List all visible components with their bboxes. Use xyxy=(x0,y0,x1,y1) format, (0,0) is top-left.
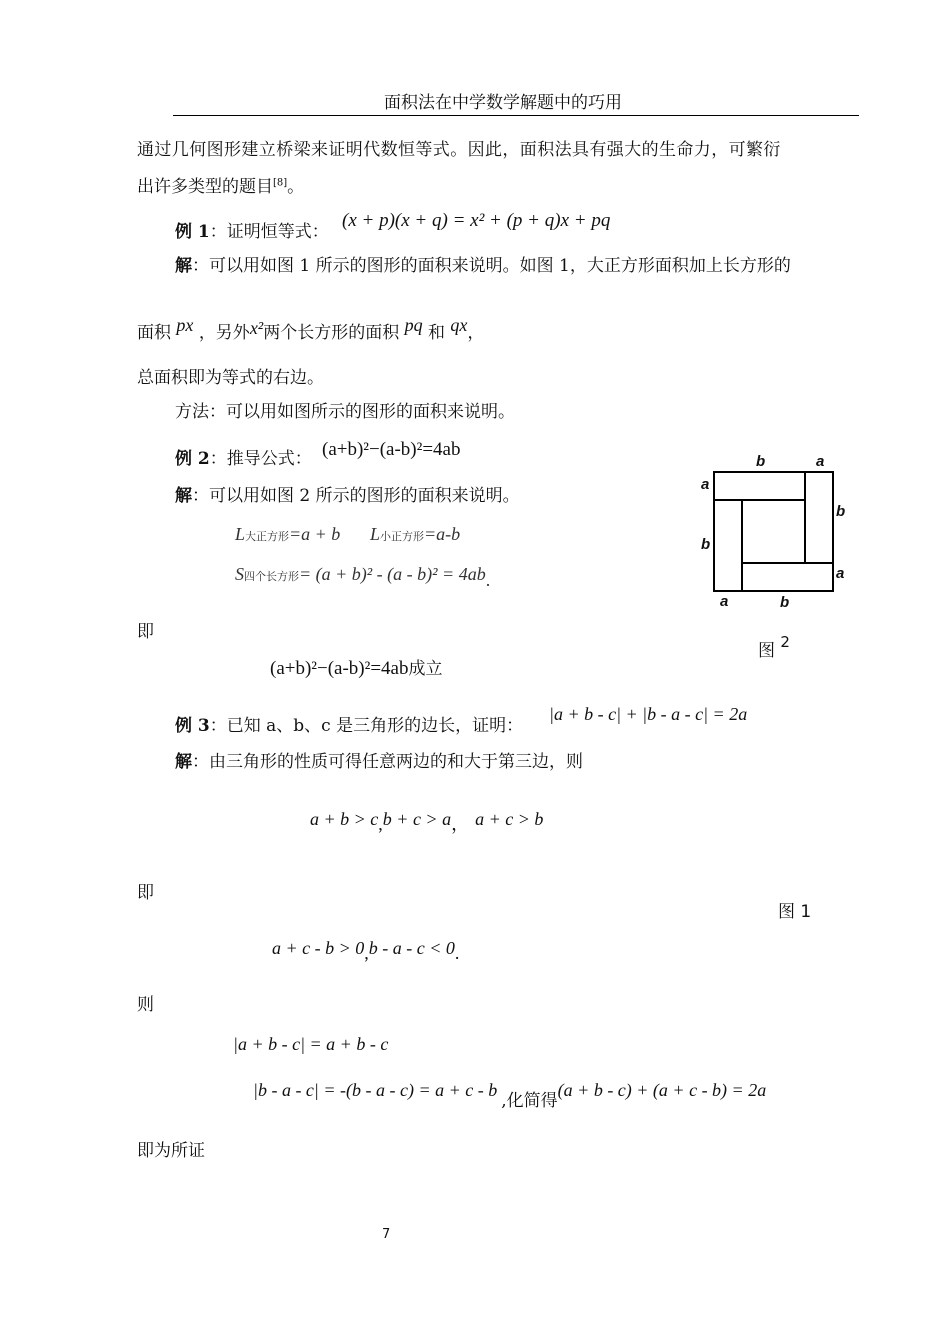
big-square-value: =a + b xyxy=(289,524,341,544)
px-term: px xyxy=(176,315,194,335)
small-square-sub: 小正方形 xyxy=(380,531,425,543)
example-2-text: ：推导公式： xyxy=(209,449,312,469)
four-rect-area xyxy=(235,564,491,590)
derived-inequalities xyxy=(272,938,460,963)
example-3-text: ：已知 a、b、c 是三角形的边长，证明： xyxy=(209,716,524,736)
example-2-solution-label: 解 xyxy=(175,486,192,506)
S-symbol: S xyxy=(235,564,244,584)
inequality-1: a + b > c xyxy=(310,809,379,829)
abs-value-2-line xyxy=(253,1080,767,1111)
example-3-solution-label: 解 xyxy=(175,752,192,772)
pq-term: pq xyxy=(404,315,423,335)
example-1-label: 例 1 xyxy=(175,222,210,242)
example-2-statement xyxy=(175,448,312,470)
abs-value-2: |b - a - c| = -(b - a - c) = a + c - b xyxy=(253,1080,498,1100)
simplified-result: (a + b - c) + (a + c - b) = 2a xyxy=(557,1080,767,1100)
rect-top xyxy=(714,472,805,500)
fig2-label-left-b: b xyxy=(701,536,711,553)
example-2-solution xyxy=(175,485,520,507)
ze: 则 xyxy=(137,995,154,1015)
outer-square xyxy=(714,472,833,591)
example-3-solution-text: ：由三角形的性质可得任意两边的和大于第三边，则 xyxy=(192,752,583,772)
simplify-text: ,化简得 xyxy=(501,1091,558,1111)
example-1-text: ：证明恒等式： xyxy=(209,222,329,242)
sep-2: ， xyxy=(451,814,470,834)
citation: [8] xyxy=(273,177,288,189)
example-1-line-3: 总面积即为等式的右边。 xyxy=(137,368,324,388)
fig2-label-right-b: b xyxy=(836,503,846,520)
dot: . xyxy=(454,943,460,963)
example-3-label: 例 3 xyxy=(175,716,210,736)
sep-3: , xyxy=(364,943,369,963)
four-rect-sub: 四个长方形 xyxy=(244,571,299,583)
qx-term: qx xyxy=(450,315,468,335)
conclusion-formula: (a+b)²−(a-b)²=4ab xyxy=(270,658,409,679)
example-3-formula: |a + b - c| + |b - a - c| = 2a xyxy=(549,704,748,724)
example-1-solution-label: 解 xyxy=(175,256,192,276)
rect-right xyxy=(805,472,833,563)
triangle-inequalities xyxy=(310,805,544,834)
figure-1-caption: 图 1 xyxy=(778,902,812,922)
L-symbol-2: L xyxy=(370,524,381,544)
big-square-length xyxy=(235,524,340,545)
sep-1: , xyxy=(378,814,383,834)
header-rule xyxy=(173,115,859,116)
example-3-solution xyxy=(175,751,583,773)
example-1-solution-text: ：可以用如图 1 所示的图形的面积来说明。如图 1，大正方形面积加上长方形的 xyxy=(192,256,791,276)
figure-2-caption xyxy=(758,633,790,662)
ji-1: 即 xyxy=(137,622,154,642)
L-symbol: L xyxy=(235,524,246,544)
example-1-line-2 xyxy=(137,315,485,344)
example-1-method: 方法：可以用如图所示的图形的面积来说明。 xyxy=(175,402,515,422)
inequality-4: a + c - b > 0 xyxy=(272,938,365,958)
four-rect-dot: . xyxy=(485,570,491,590)
inequality-2: b + c > a xyxy=(382,809,452,829)
four-rect-value: = (a + b)² - (a - b)² = 4ab xyxy=(299,564,486,584)
fig2-label-left-a: a xyxy=(701,476,710,493)
intro-line-2-end: 。 xyxy=(287,177,305,197)
area-word: 面积 xyxy=(137,323,171,343)
page-header-title: 面积法在中学数学解题中的巧用 xyxy=(384,93,622,113)
also-word: ，另外 xyxy=(198,323,250,343)
rect-bottom xyxy=(742,563,833,591)
example-2-label: 例 2 xyxy=(175,449,210,469)
example-2-solution-text: ：可以用如图 2 所示的图形的面积来说明。 xyxy=(192,486,520,506)
example-1-solution xyxy=(175,255,791,277)
fig2-label-top-a: a xyxy=(816,453,825,470)
small-square-length xyxy=(370,524,460,545)
and-word: 和 xyxy=(428,323,446,343)
x-squared-term: x² xyxy=(249,318,264,338)
final-statement: 即为所证 xyxy=(137,1141,205,1161)
fig2-label-bottom-a: a xyxy=(720,593,729,610)
example-2-conclusion xyxy=(270,658,442,680)
two-rects-text: 两个长方形的面积 xyxy=(263,323,400,343)
intro-line-1: 通过几何图形建立桥梁来证明代数恒等式。因此，面积法具有强大的生命力，可繁衍 xyxy=(137,140,781,160)
fig2-label-bottom-b: b xyxy=(780,594,790,611)
fig2-caption-word: 图 xyxy=(758,641,775,661)
fig2-label-top-b: b xyxy=(756,453,766,470)
rect-left xyxy=(714,500,742,591)
ji-2: 即 xyxy=(137,883,154,903)
intro-line-2 xyxy=(137,176,304,198)
intro-line-2-text: 出许多类型的题目 xyxy=(137,177,273,197)
example-1-statement xyxy=(175,221,329,243)
conclusion-tail: 成立 xyxy=(408,659,443,679)
inequality-5: b - a - c < 0 xyxy=(368,938,455,958)
comma: ， xyxy=(467,323,485,343)
page-number: 7 xyxy=(382,1227,391,1242)
example-1-formula: (x + p)(x + q) = x² + (p + q)x + pq xyxy=(342,210,611,231)
figure-2-diagram xyxy=(712,470,837,595)
big-square-sub: 大正方形 xyxy=(245,531,290,543)
inequality-3: a + c > b xyxy=(475,809,544,829)
abs-value-1: |a + b - c| = a + b - c xyxy=(233,1034,389,1054)
small-square-value: =a-b xyxy=(424,524,461,544)
example-3-statement xyxy=(175,715,523,737)
fig2-caption-number: 2 xyxy=(780,633,790,652)
fig2-label-right-a: a xyxy=(836,565,845,582)
example-2-formula: (a+b)²−(a-b)²=4ab xyxy=(322,439,461,460)
